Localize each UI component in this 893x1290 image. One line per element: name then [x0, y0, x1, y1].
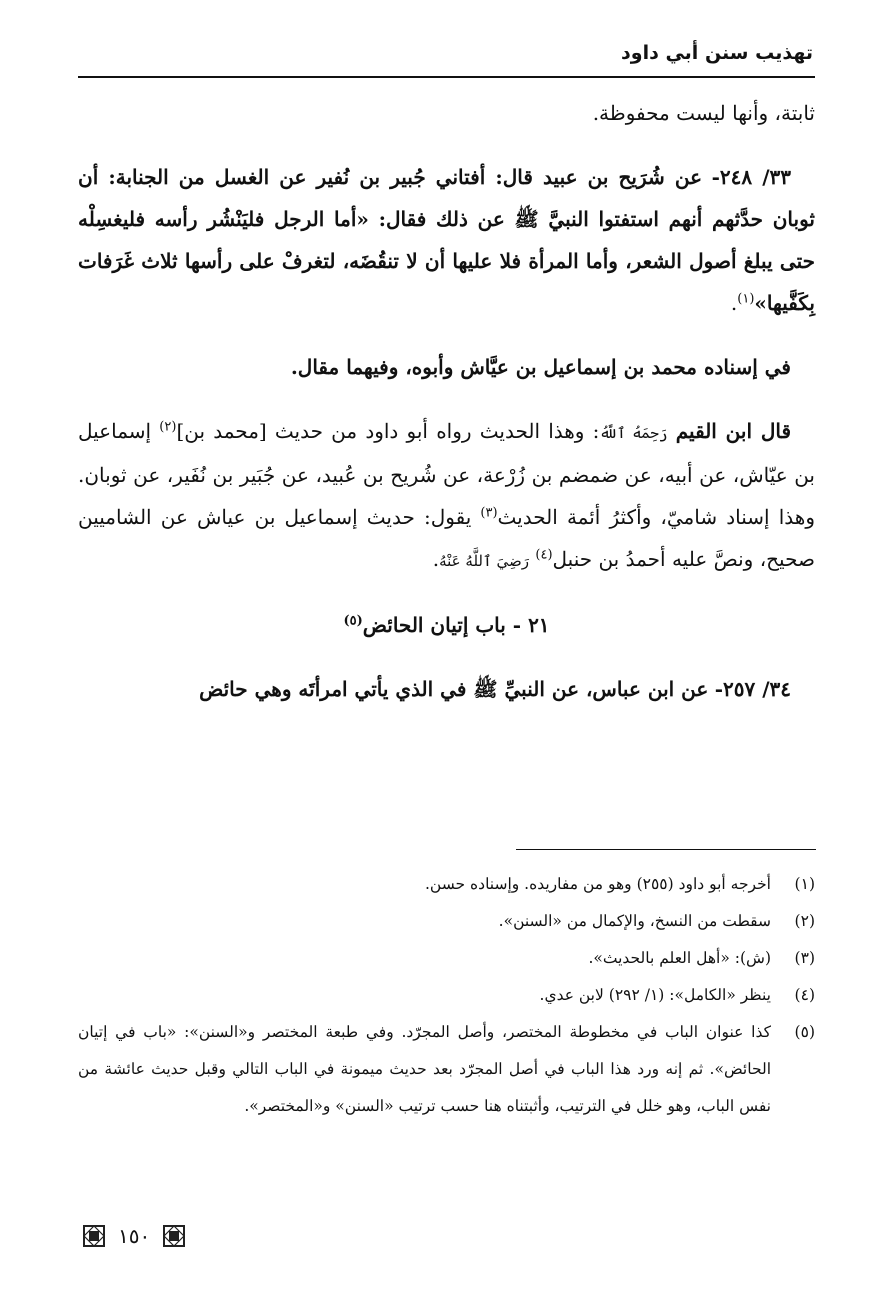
honorific: رَحِمَهُ ٱللَّهُ [599, 424, 668, 442]
footnote [78, 866, 815, 903]
hadith-text: عن شُرَيح بن عبيد قال: أفتاني جُبير بن نُفير عن الغسل من الجنابة: أن ثوبان حدَّثهم أنهم استفتوا النبيَّ ﷺ عن ذلك فقال: «أما الرجل فليَنْشُر رأسه فليغسِلْه حتى يبلغ أصول الشعر، وأما المرأة فلا عليها أن لا تنقُضَه، لتغرفْ على رأسها ثلاث غَرَفات بِكَفَّيها» [78, 165, 815, 315]
footnote-text: ينظر «الكامل»: (١/ ٢٩٢) لابن عدي. [539, 986, 771, 1004]
footnote-rule [516, 849, 816, 850]
hadith-paragraph [78, 156, 815, 324]
page-folio [82, 1224, 186, 1248]
footnote-number: (٥) [794, 1023, 815, 1041]
ornament-icon [162, 1224, 186, 1248]
comment-text: يقول: حديث إسماعيل بن عياش عن الشاميين صحيح، ونصَّ عليه أحمدُ بن حنبل [78, 505, 815, 571]
footnote-number: (٤) [794, 986, 815, 1004]
footnote-number: (٢) [794, 912, 815, 930]
hadith-paragraph [78, 668, 815, 710]
hadith-number: ٣٣/ ٢٤٨- [711, 165, 791, 189]
footnotes [78, 866, 815, 1125]
opening-line: ثابتة، وأنها ليست محفوظة. [592, 101, 815, 125]
chapter-title: باب إتيان الحائض [362, 613, 506, 637]
footnote-ref: (٥) [343, 613, 363, 629]
footnote-ref: (٣) [480, 505, 498, 521]
footnote-text: سقطت من النسخ، والإكمال من «السنن». [498, 912, 771, 930]
hadith-number: ٣٤/ ٢٥٧- [714, 677, 791, 701]
header-rule [78, 76, 815, 78]
footnote-ref: (٢) [159, 419, 177, 435]
footnote-number: (١) [794, 875, 815, 893]
honorific: رَضِيَ ٱللَّهُ عَنْهُ [439, 552, 530, 570]
footnote [78, 977, 815, 1014]
footnote [78, 940, 815, 977]
comment-text: : وهذا الحديث رواه أبو داود من حديث [محمد بن] [176, 419, 600, 443]
footnote-text: كذا عنوان الباب في مخطوطة المختصر، وأصل المجرّد. وفي طبعة المختصر و«السنن»: «باب في إتيان الحائض». ثم إنه ورد هذا الباب في أصل المجرّد بعد حديث ميمونة في الباب التالي وقبل حديث عائشة من نفس الباب، وهو خلل في الترتيب، وأثبتناه هنا حسب ترتيب «السنن» و«المختصر». [78, 1023, 771, 1115]
period: . [730, 291, 738, 315]
footnote-text: (ش): «أهل العلم بالحديث». [588, 949, 771, 967]
ornament-icon [82, 1224, 106, 1248]
footnote-ref: (١) [737, 291, 755, 307]
footnote [78, 1014, 815, 1125]
footnote-ref: (٤) [535, 547, 553, 563]
isnad-note: في إسناده محمد بن إسماعيل بن عيَّاش وأبوه، وفيهما مقال. [290, 355, 791, 379]
comment-text: إسماعيل بن عيّاش، عن أبيه، عن ضمضم بن زُرْعة، عن شُريح بن عُبيد، عن جُبَير بن نُفَير، عن ثوبان. وهذا إسناد شاميّ، وأكثرُ أئمة الحديث [78, 419, 815, 529]
footnote [78, 903, 815, 940]
period: . [432, 547, 440, 571]
footnote-text: أخرجه أبو داود (٢٥٥) وهو من مفاريده. وإسناده حسن. [424, 875, 771, 893]
footnote-number: (٣) [794, 949, 815, 967]
speaker-label: قال ابن القيم [675, 419, 792, 443]
running-head: تهذيب سنن أبي داود [621, 42, 813, 64]
hadith-text: عن ابن عباس، عن النبيِّ ﷺ في الذي يأتي امرأتَه وهي حائض [199, 677, 709, 701]
chapter-heading [78, 604, 815, 646]
page-number: ١٥٠ [118, 1224, 151, 1248]
main-text [78, 92, 815, 732]
chapter-number: ٢١ - [512, 613, 550, 637]
ibn-qayyim-paragraph [78, 410, 815, 582]
